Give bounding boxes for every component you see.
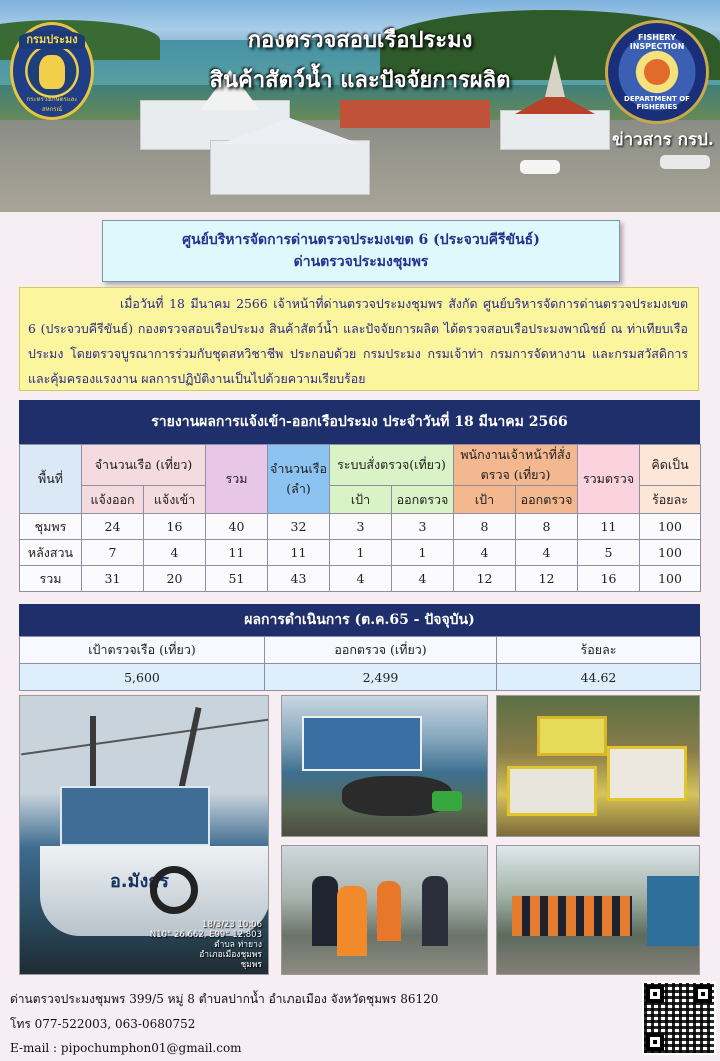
cell-off-target: 4 bbox=[454, 540, 516, 566]
cell-off-target: 12 bbox=[454, 566, 516, 592]
fish-basket bbox=[537, 716, 607, 756]
boat-name: อ.มังกร bbox=[110, 871, 169, 892]
table-row bbox=[20, 514, 701, 540]
header-total-inspect: รวมตรวจ bbox=[578, 445, 640, 514]
cell-depart: 31 bbox=[82, 566, 144, 592]
cell-sys-target: 1 bbox=[330, 540, 392, 566]
cell-area: หลังสวน bbox=[20, 540, 82, 566]
cell-sys-target: 3 bbox=[330, 514, 392, 540]
footer-contact bbox=[10, 987, 438, 1061]
cell-percent: 100 bbox=[640, 566, 701, 592]
logo-bottom-text: DEPARTMENT OF FISHERIES bbox=[624, 95, 690, 111]
person-vest bbox=[337, 886, 367, 956]
logo-subtext: กระทรวงเกษตรและสหกรณ์ bbox=[26, 96, 78, 113]
header-boats: จำนวนเรือ (ลำ) bbox=[268, 445, 330, 514]
temple-hall-roof bbox=[220, 118, 360, 144]
office-title-box bbox=[102, 220, 620, 282]
table-row bbox=[20, 540, 701, 566]
cell-percent: 100 bbox=[640, 514, 701, 540]
perf-header-inspect: ออกตรวจ (เที่ยว) bbox=[265, 637, 497, 664]
stamp-datetime: 18/3/23 10:06 bbox=[202, 920, 262, 930]
table-row-total bbox=[20, 566, 701, 592]
perf-header-target: เป้าตรวจเรือ (เที่ยว) bbox=[20, 637, 265, 664]
header-title-line2: สินค้าสัตว์น้ำ และปัจจัยการผลิต bbox=[209, 67, 511, 93]
report-title: รายงานผลการแจ้งเข้า-ออกเรือประมง ประจำวันที่ 18 มีนาคม 2566 bbox=[19, 400, 700, 444]
header-trips: จำนวนเรือ (เที่ยว) bbox=[82, 445, 206, 486]
rope-line bbox=[21, 719, 269, 756]
qr-code[interactable] bbox=[642, 981, 716, 1055]
header-percent-bottom: ร้อยละ bbox=[640, 486, 701, 514]
news-paragraph: เมื่อวันที่ 18 มีนาคม 2566 เจ้าหน้าที่ด่านตรวจประมงชุมพร สังกัด ศูนย์บริหารจัดการด่านตรวจประมงเขต 6 (ประจวบคีรีขันธ์) กองตรวจสอบเรือประมง สินค้าสัตว์น้ำ และปัจจัยการผลิต ได้ตรวจสอบเรือประมงพาณิชย์ ณ ท่าเทียบเรือประมง โดยตรวจบูรณาการร่วมกับชุดสหวิชาชีพ ประกอบด้วย กรมประมง กรมเจ้าท่า กรมการจัดหางาน และกรมสวัสดิการและคุ้มครองแรงงาน ผลการปฏิบัติงานเป็นไปด้วยความเรียบร้อย bbox=[28, 296, 688, 386]
stamp-coords: N10° 26.662, E99° 12.803 bbox=[149, 930, 262, 940]
stamp-province: ชุมพร bbox=[240, 960, 262, 970]
cell-sys-target: 4 bbox=[330, 566, 392, 592]
qr-finder bbox=[694, 985, 712, 1003]
stamp-subdistrict: ตำบล ท่ายาง bbox=[214, 940, 262, 950]
photo-stamp bbox=[150, 920, 262, 970]
header-depart: แจ้งออก bbox=[82, 486, 144, 514]
cell-off-inspect: 4 bbox=[516, 540, 578, 566]
cell-total: 51 bbox=[206, 566, 268, 592]
fish-basket bbox=[507, 766, 597, 816]
cell-arrive: 16 bbox=[144, 514, 206, 540]
cell-depart: 24 bbox=[82, 514, 144, 540]
footer-address: ด่านตรวจประมงชุมพร 399/5 หมู่ 8 ตำบลปากน้ำ อำเภอเมือง จังหวัดชุมพร 86120 bbox=[10, 992, 439, 1006]
cell-total-inspect: 11 bbox=[578, 514, 640, 540]
cell-boats: 11 bbox=[268, 540, 330, 566]
performance-title: ผลการดำเนินการ (ต.ค.65 - ปัจจุบัน) bbox=[19, 604, 700, 636]
person bbox=[312, 876, 338, 946]
daily-report-table bbox=[19, 400, 700, 592]
fish-icon bbox=[644, 59, 670, 85]
cell-arrive: 20 bbox=[144, 566, 206, 592]
footer-email[interactable]: E-mail : pipochumphon01@gmail.com bbox=[10, 1041, 242, 1055]
photo-inspection-team bbox=[281, 845, 488, 975]
fish-basket bbox=[607, 746, 687, 801]
cell-depart: 7 bbox=[82, 540, 144, 566]
cell-total: 40 bbox=[206, 514, 268, 540]
temple-hall bbox=[210, 140, 370, 195]
cell-total-inspect: 16 bbox=[578, 566, 640, 592]
right-temple bbox=[500, 110, 610, 150]
performance-table bbox=[19, 604, 700, 691]
photo-boat-deck bbox=[281, 695, 488, 837]
header-off-inspect: ออกตรวจ bbox=[516, 486, 578, 514]
cell-sys-inspect: 1 bbox=[392, 540, 454, 566]
person bbox=[422, 876, 448, 946]
cell-off-target: 8 bbox=[454, 514, 516, 540]
header-system: ระบบสั่งตรวจ(เที่ยว) bbox=[330, 445, 454, 486]
header-sys-inspect: ออกตรวจ bbox=[392, 486, 454, 514]
header-total: รวม bbox=[206, 445, 268, 514]
perf-value-percent: 44.62 bbox=[497, 664, 701, 691]
qr-finder bbox=[646, 1033, 664, 1051]
header-title-line1: กองตรวจสอบเรือประมง bbox=[247, 27, 473, 53]
fisheries-department-logo bbox=[10, 22, 94, 120]
boat-cabin bbox=[302, 716, 422, 771]
green-bucket bbox=[432, 791, 462, 811]
header-arrive: แจ้งเข้า bbox=[144, 486, 206, 514]
cell-area: รวม bbox=[20, 566, 82, 592]
cell-percent: 100 bbox=[640, 540, 701, 566]
header-off-target: เป้า bbox=[454, 486, 516, 514]
photo-fishing-boat bbox=[19, 695, 269, 975]
header-sys-target: เป้า bbox=[330, 486, 392, 514]
news-tag: ข่าวสาร กรป. bbox=[612, 130, 714, 150]
cell-off-inspect: 8 bbox=[516, 514, 578, 540]
office-title-line1: ศูนย์บริหารจัดการด่านตรวจประมงเขต 6 (ประจวบคีรีขันธ์) bbox=[182, 232, 540, 248]
cell-sys-inspect: 4 bbox=[392, 566, 454, 592]
cell-boats: 32 bbox=[268, 514, 330, 540]
logo-emblem bbox=[39, 55, 65, 89]
boat-cabin bbox=[60, 786, 210, 846]
fishery-inspection-logo bbox=[605, 20, 709, 124]
photo-fish-baskets bbox=[496, 695, 700, 837]
performance-grid bbox=[19, 636, 701, 691]
header-banner bbox=[0, 0, 720, 212]
cell-boats: 43 bbox=[268, 566, 330, 592]
footer-phone: โทร 077-522003, 063-0680752 bbox=[10, 1016, 196, 1031]
cell-off-inspect: 12 bbox=[516, 566, 578, 592]
qr-finder bbox=[646, 985, 664, 1003]
cell-total: 11 bbox=[206, 540, 268, 566]
header-percent-top: คิดเป็น bbox=[640, 445, 701, 486]
cell-arrive: 4 bbox=[144, 540, 206, 566]
news-paragraph-box bbox=[19, 287, 699, 391]
red-roof-building bbox=[340, 100, 490, 128]
person-vest bbox=[377, 881, 401, 941]
cell-area: ชุมพร bbox=[20, 514, 82, 540]
car bbox=[520, 160, 560, 174]
cell-sys-inspect: 3 bbox=[392, 514, 454, 540]
car bbox=[660, 155, 710, 169]
office-title-line2: ด่านตรวจประมงชุมพร bbox=[293, 254, 429, 270]
boat-side bbox=[647, 876, 700, 946]
report-grid bbox=[19, 444, 701, 592]
cell-total-inspect: 5 bbox=[578, 540, 640, 566]
logo-text: กรมประมง bbox=[19, 31, 85, 49]
logo-top-text: FISHERY INSPECTION bbox=[629, 33, 685, 51]
perf-value-inspect: 2,499 bbox=[265, 664, 497, 691]
perf-value-target: 5,600 bbox=[20, 664, 265, 691]
group-of-people bbox=[512, 896, 632, 936]
header-officer: พนักงานเจ้าหน้าที่สั่งตรวจ (เที่ยว) bbox=[454, 445, 578, 486]
photo-group-pier bbox=[496, 845, 700, 975]
header-area: พื้นที่ bbox=[20, 445, 82, 514]
tire-fender bbox=[150, 866, 198, 914]
stamp-district: อำเภอเมืองชุมพร bbox=[199, 950, 262, 960]
perf-header-percent: ร้อยละ bbox=[497, 637, 701, 664]
